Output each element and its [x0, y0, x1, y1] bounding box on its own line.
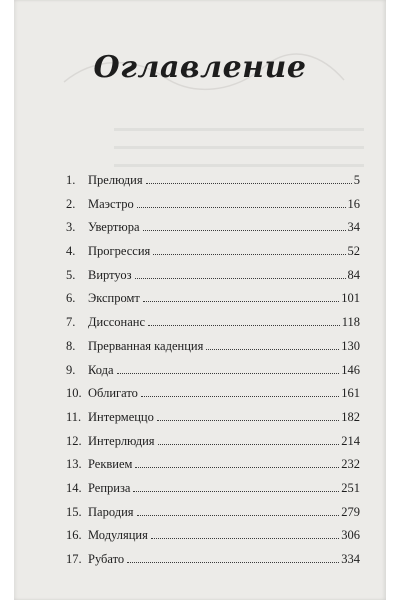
toc-entry: [66, 244, 360, 268]
toc-entry: [66, 528, 360, 552]
toc-entry-page: 130: [341, 338, 360, 353]
toc-entry-page: 251: [341, 480, 360, 495]
dot-leader: [146, 183, 352, 184]
toc-entry: [66, 552, 360, 576]
show-through-line: [114, 128, 364, 131]
toc-entry-page: 118: [341, 315, 360, 330]
toc-entry: [66, 173, 360, 197]
toc-entry-page: 214: [341, 433, 360, 448]
toc-entry-title: Интермеццо: [88, 409, 154, 424]
toc-entry-number: 2.: [66, 196, 76, 211]
toc-entry-page: 146: [341, 362, 360, 377]
toc-entry-number: 7.: [66, 315, 76, 330]
toc-entry-title: Модуляция: [88, 528, 148, 543]
toc-entry-title: Облигато: [88, 386, 138, 401]
dot-leader: [206, 349, 339, 350]
dot-leader: [133, 491, 339, 492]
dot-leader: [148, 325, 340, 326]
dot-leader: [127, 562, 339, 563]
dot-leader: [137, 207, 346, 208]
toc-entry-page: 5: [353, 173, 360, 187]
table-of-contents: [66, 173, 360, 576]
toc-entry-page: 279: [341, 504, 360, 519]
dot-leader: [135, 278, 346, 279]
toc-entry-number: 6.: [66, 291, 76, 306]
toc-entry-number: 3.: [66, 220, 76, 235]
book-page: [14, 0, 386, 600]
show-through-line: [114, 164, 364, 167]
toc-entry-title: Реприза: [88, 480, 131, 495]
toc-entry-page: 34: [347, 220, 360, 235]
toc-entry: [66, 268, 360, 292]
toc-entry-number: 9.: [66, 362, 76, 377]
dot-leader: [141, 396, 339, 397]
toc-entry-title: Рубато: [88, 552, 125, 566]
dot-leader: [158, 444, 340, 445]
toc-entry-number: 11.: [66, 409, 82, 424]
dot-leader: [151, 538, 339, 539]
toc-entry-page: 182: [341, 409, 360, 424]
toc-entry: [66, 197, 360, 221]
toc-entry-title: Виртуоз: [88, 267, 132, 282]
toc-entry-number: 12.: [66, 433, 82, 448]
toc-entry-number: 1.: [66, 173, 76, 187]
toc-entry-page: 306: [341, 528, 360, 543]
toc-entry-title: Интерлюдия: [88, 433, 155, 448]
toc-entry-number: 5.: [66, 267, 76, 282]
toc-entry: [66, 410, 360, 434]
show-through-line: [114, 146, 364, 149]
toc-entry-number: 10.: [66, 386, 82, 401]
dot-leader: [135, 467, 339, 468]
toc-entry-title: Реквием: [88, 457, 133, 472]
toc-entry-number: 13.: [66, 457, 82, 472]
toc-entry: [66, 363, 360, 387]
toc-entry: [66, 434, 360, 458]
dot-leader: [153, 254, 345, 255]
dot-leader: [143, 301, 339, 302]
toc-entry: [66, 315, 360, 339]
dot-leader: [143, 230, 346, 231]
toc-entry-page: 16: [347, 196, 360, 211]
toc-entry-page: 101: [341, 291, 360, 306]
dot-leader: [157, 420, 339, 421]
toc-entry-page: 52: [347, 244, 360, 259]
dot-leader: [137, 515, 340, 516]
toc-entry-number: 15.: [66, 504, 82, 519]
toc-entry-title: Пародия: [88, 504, 134, 519]
page-title: Оглавление: [93, 50, 307, 85]
toc-entry-number: 4.: [66, 244, 76, 259]
toc-entry-number: 16.: [66, 528, 82, 543]
toc-entry: [66, 386, 360, 410]
toc-entry-title: Прерванная каденция: [88, 338, 204, 353]
dot-leader: [117, 373, 340, 374]
toc-entry-title: Прелюдия: [88, 173, 143, 187]
toc-entry-number: 14.: [66, 480, 82, 495]
toc-entry-title: Увертюра: [88, 220, 140, 235]
toc-entry: [66, 505, 360, 529]
toc-entry: [66, 291, 360, 315]
toc-entry-number: 8.: [66, 338, 76, 353]
toc-entry-number: 17.: [66, 552, 82, 566]
toc-entry-title: Диссонанс: [88, 315, 146, 330]
toc-entry-title: Кода: [88, 362, 114, 377]
toc-entry-title: Маэстро: [88, 196, 134, 211]
toc-entry: [66, 339, 360, 363]
toc-entry-page: 334: [341, 552, 360, 566]
toc-entry-title: Экспромт: [88, 291, 140, 306]
toc-entry: [66, 220, 360, 244]
toc-entry: [66, 481, 360, 505]
toc-entry-page: 232: [341, 457, 360, 472]
toc-entry: [66, 457, 360, 481]
toc-entry-page: 84: [347, 267, 360, 282]
toc-entry-title: Прогрессия: [88, 244, 151, 259]
toc-entry-page: 161: [341, 386, 360, 401]
